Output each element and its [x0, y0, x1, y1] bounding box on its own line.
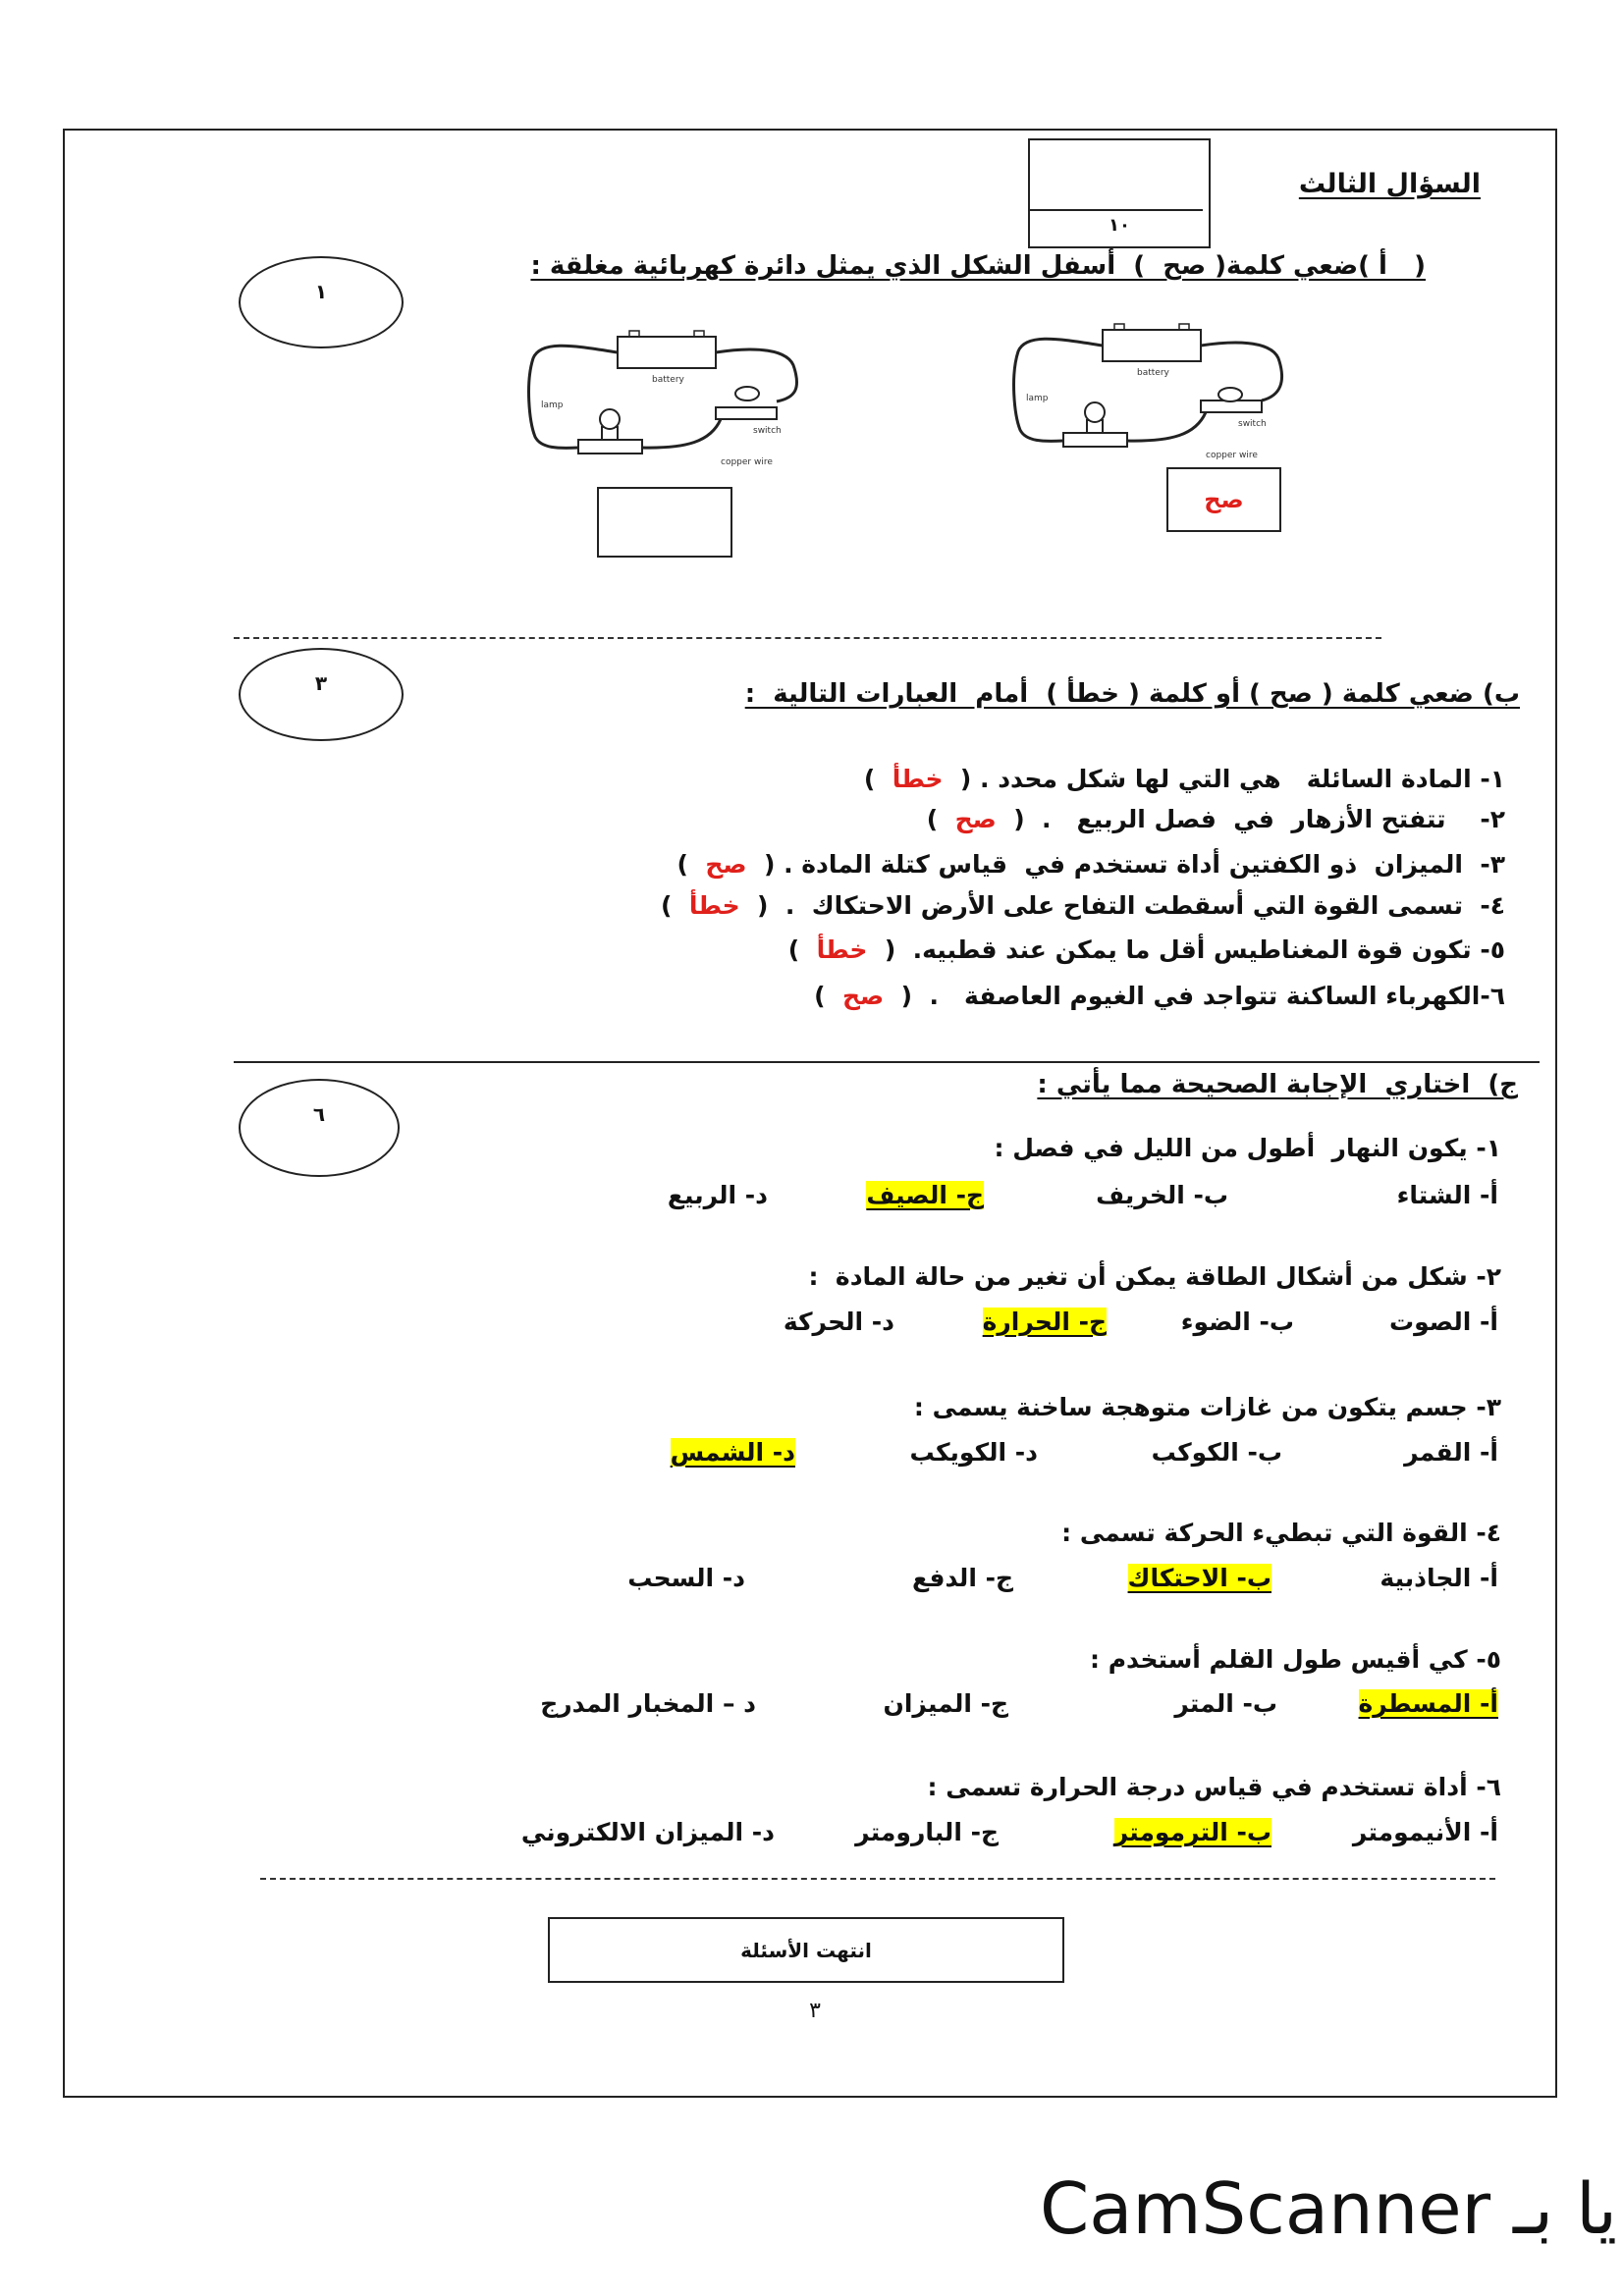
mcq-question-2: ٢- شكل من أشكال الطاقة يمكن أن تغير من حالة المادة : [808, 1262, 1501, 1291]
question-title: السؤال الثالث [1298, 169, 1481, 199]
end-of-questions-text: انتهت الأسئلة [740, 1938, 872, 1962]
mcq-option[interactable]: د- الميزان الالكتروني [520, 1818, 775, 1846]
switch-label: switch [753, 426, 782, 436]
statement-3 [677, 850, 1505, 879]
mcq-option-correct[interactable]: أ- المسطرة [1358, 1689, 1498, 1718]
lamp-base [1063, 433, 1127, 447]
statement-close: ) [661, 891, 689, 920]
statement-answer[interactable]: خطأ [816, 935, 868, 964]
mcq-option-correct[interactable]: د- الشمس [670, 1438, 795, 1467]
battery-label: battery [652, 375, 684, 385]
switch-knob [1218, 388, 1242, 401]
camscanner-watermark: يا بـ CamScanner [1040, 2167, 1617, 2250]
switch-label: switch [1238, 419, 1267, 429]
mcq-option[interactable]: د- الربيع [667, 1181, 768, 1209]
part-b-marks: ٣ [314, 671, 328, 695]
mcq-option[interactable]: ج- الدفع [912, 1564, 1013, 1592]
score-divider [1030, 209, 1203, 211]
mcq-option[interactable]: أ- الشتاء [1396, 1181, 1498, 1209]
part-a-marks: ١ [314, 280, 328, 303]
circuit-diagram-closed [1004, 322, 1304, 469]
answer-box-right[interactable] [1166, 467, 1281, 532]
mcq-option[interactable]: د – المخبار المدرج [540, 1689, 756, 1718]
mcq-question-3: ٣- جسم يتكون من غازات متوهجة ساخنة يسمى : [913, 1393, 1501, 1421]
statement-text: ٣- الميزان ذو الكفتين أداة تستخدم في قياس كتلة المادة . ( [746, 850, 1505, 879]
part-c-marks: ٦ [312, 1102, 326, 1126]
statement-close: ) [676, 850, 706, 879]
statement-close: ) [926, 805, 955, 833]
answer-box-left[interactable] [597, 487, 732, 558]
statement-answer[interactable]: خطأ [892, 765, 944, 793]
mcq-option[interactable]: ب- الخريف [1096, 1181, 1228, 1209]
part-a-title: ( أ )ضعي كلمة( صح ) أسفل الشكل الذي يمثل دائرة كهربائية مغلقة : [530, 251, 1426, 281]
battery-body [618, 337, 716, 368]
page-number: ٣ [809, 1999, 821, 2023]
circuit-diagram-open [519, 329, 819, 476]
mcq-option[interactable]: د- الكويكب [909, 1438, 1038, 1467]
statement-1 [864, 765, 1505, 793]
answer-right: صح [1204, 486, 1244, 513]
mcq-question-5: ٥- كي أقيس طول القلم أستخدم : [1090, 1645, 1501, 1674]
wire-label: copper wire [721, 457, 773, 467]
lamp-bulb [600, 409, 620, 429]
statement-6 [814, 982, 1505, 1010]
mcq-option-correct[interactable]: ج- الصيف [866, 1181, 984, 1209]
part-c-marks-oval [239, 1079, 400, 1177]
score-box [1028, 138, 1211, 248]
wire-label: copper wire [1206, 451, 1258, 460]
statement-close: ) [787, 935, 817, 964]
part-b-marks-oval [239, 648, 404, 741]
mcq-option-correct[interactable]: ب- الاحتكاك [1127, 1564, 1271, 1592]
statement-close: ) [814, 982, 843, 1010]
mcq-option[interactable]: ج- الميزان [883, 1689, 1008, 1718]
part-b-title: ب) ضعي كلمة ( صح ) أو كلمة ( خطأ ) أمام العبارات التالية : [744, 679, 1520, 709]
part-a-marks-oval [239, 256, 404, 348]
statement-answer[interactable]: خطأ [688, 891, 740, 920]
statement-text: ٢- تتفتح الأزهار في فصل الربيع . ( [996, 805, 1505, 833]
mcq-option[interactable]: ب- الكوكب [1151, 1438, 1282, 1467]
statement-answer[interactable]: صح [842, 982, 885, 1010]
statement-4 [661, 891, 1505, 920]
battery-body [1103, 330, 1201, 361]
mcq-option[interactable]: د- السحب [627, 1564, 745, 1592]
switch-base [716, 407, 777, 419]
mcq-option[interactable]: ج- البارومتر [855, 1818, 999, 1846]
end-divider-dashed [260, 1878, 1495, 1880]
lamp-bulb [1085, 402, 1105, 422]
part-c-title: ج) اختاري الإجابة الصحيحة مما يأتي : [1037, 1070, 1518, 1099]
mcq-option[interactable]: أ- الصوت [1388, 1308, 1498, 1336]
mcq-question-4: ٤- القوة التي تبطيء الحركة تسمى : [1061, 1519, 1501, 1547]
section-divider-solid [234, 1061, 1540, 1063]
end-of-questions-box [548, 1917, 1064, 1983]
mcq-option[interactable]: أ- القمر [1404, 1438, 1498, 1467]
statement-answer[interactable]: صح [705, 850, 747, 879]
statement-text: ١- المادة السائلة هي التي لها شكل محدد . ( [943, 765, 1505, 793]
statement-close: ) [863, 765, 893, 793]
statement-2 [927, 805, 1505, 833]
battery-label: battery [1137, 368, 1169, 378]
mcq-option[interactable]: ب- الضوء [1180, 1308, 1294, 1336]
mcq-question-6: ٦- أداة تستخدم في قياس درجة الحرارة تسمى : [927, 1773, 1501, 1801]
lamp-label: lamp [1026, 394, 1049, 403]
statement-text: ٦-الكهرباء الساكنة تتواجد في الغيوم العاصفة . ( [884, 982, 1505, 1010]
score-total: ١٠ [1109, 215, 1130, 236]
wire-bottom [642, 419, 721, 448]
lamp-label: lamp [541, 400, 564, 410]
mcq-option[interactable]: ب- المتر [1174, 1689, 1277, 1718]
section-divider-dashed [234, 637, 1381, 639]
switch-knob [735, 387, 759, 400]
mcq-question-1: ١- يكون النهار أطول من الليل في فصل : [994, 1134, 1501, 1162]
mcq-option[interactable]: أ- الأنيمومتر [1352, 1818, 1498, 1846]
statement-5 [788, 935, 1505, 964]
mcq-option[interactable]: أ- الجاذبية [1380, 1564, 1498, 1592]
mcq-option[interactable]: د- الحركة [783, 1308, 894, 1336]
lamp-base [578, 440, 642, 454]
mcq-option-correct[interactable]: ب- الترمومتر [1113, 1818, 1271, 1846]
wire-bottom [1127, 412, 1206, 441]
statement-answer[interactable]: صح [954, 805, 997, 833]
statement-text: ٤- تسمى القوة التي أسقطت التفاح على الأرض الاحتكاك . ( [739, 891, 1505, 920]
statement-text: ٥- تكون قوة المغناطيس أقل ما يمكن عند قطبيه. ( [867, 935, 1505, 964]
mcq-option-correct[interactable]: ج- الحرارة [982, 1308, 1107, 1336]
